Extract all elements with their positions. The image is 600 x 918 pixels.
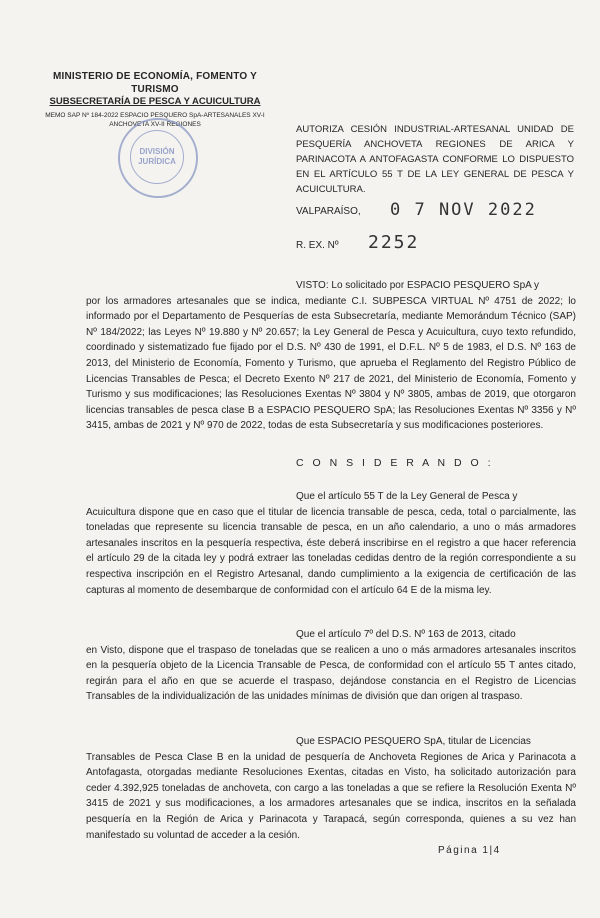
memo-line-1: MEMO SAP Nº 184-2022 ESPACIO PESQUERO SpA-ARTESANALES XV-I: [45, 112, 265, 119]
resolution-number: 2252: [368, 232, 420, 253]
date-place: VALPARAÍSO,: [296, 206, 361, 217]
memo-line-2: ANCHOVETA XV-II REGIONES: [109, 121, 201, 128]
ministry-name: MINISTERIO DE ECONOMÍA, FOMENTO Y TURISMO: [52, 71, 258, 95]
resolution-title: AUTORIZA CESIÓN INDUSTRIAL-ARTESANAL UNIDAD DE PESQUERÍA ANCHOVETA REGIONES DE ARICA Y PARINACOTA A ANTOFAGASTA CONFORME LO DISPUESTO EN EL ARTÍCULO 55 T DE LA LEY GENERAL DE PESCA Y ACUICULTURA.: [296, 124, 574, 195]
paragraph-lead: Que el artículo 55 T de la Ley General de Pesca y: [296, 491, 518, 502]
visto-section: [86, 278, 576, 434]
page-number: Página 1|4: [438, 845, 501, 856]
considerando-paragraph-3: [86, 734, 576, 843]
division-juridica-stamp: [118, 118, 198, 198]
paragraph-lead: Que ESPACIO PESQUERO SpA, titular de Licencias: [296, 736, 531, 747]
resolution-label: R. EX. Nº: [296, 240, 339, 251]
subsecretaria-name: SUBSECRETARÍA DE PESCA Y ACUICULTURA: [49, 96, 261, 107]
stamp-line-2: JURÍDICA: [138, 157, 176, 166]
stamp-line-1: DIVISIÓN: [139, 147, 175, 156]
paragraph-text: Transables de Pesca Clase B en la unidad de pesquería de Anchoveta Regiones de Arica y Parinacota a Antofagasta, otorgadas mediante Resoluciones Exentas, citadas en Visto, ha solicitado autorización para ceder 4.392,925 toneladas de anchoveta, con cargo a las toneladas a que se refiere la Resolución Exenta Nº 3415 de 2021 y sus modificaciones, a los armadores artesanales que se indica, inscritos en la señalada pesquería en la Región de Arica y Parinacota y Tarapacá, según corresponda, quienes a su vez han manifestado su voluntad de acceder a la cesión.: [86, 751, 576, 841]
date-stamp: 0 7 NOV 2022: [390, 200, 537, 220]
paragraph-text: Acuicultura dispone que en caso que el titular de licencia transable de pesca, ceda, total o parcialmente, las toneladas que represente su licencia transable de pesca, en un año calendario, a uno o más armadores artesanales inscritos en la pesquería respectiva, éste deberá inscribirse en el registro a que hacer referencia el artículo 29 de la citada ley y podrá extraer las toneladas cedidas dentro de la región correspondiente a su respectiva inscripción en el Registro Artesanal, dando cumplimiento a la exigencia de certificación de las capturas al momento de desembarque de conformidad con el artículo 64 E de la misma ley.: [86, 506, 576, 596]
paragraph-text: en Visto, dispone que el traspaso de toneladas que se realicen a uno o más armadores artesanales inscritos en la pesquería objeto de la Licencia Transable de Pesca, de conformidad con el artículo 55 T antes citado, regirán para el año en que se acuerde el traspaso, dejándose constancia en el Registro de Licencias Transables de la individualización de las unidades mínimas de división que dan origen al traspaso.: [86, 644, 576, 703]
considerando-paragraph-1: [86, 489, 576, 598]
paragraph-lead: Que el artículo 7º del D.S. Nº 163 de 2013, citado: [296, 629, 516, 640]
considerando-heading: C O N S I D E R A N D O :: [296, 457, 494, 469]
visto-lead: VISTO: Lo solicitado por ESPACIO PESQUERO SpA y: [296, 280, 540, 291]
stamp-center: [130, 130, 184, 184]
visto-text: por los armadores artesanales que se indica, mediante C.I. SUBPESCA VIRTUAL Nº 4751 de 2022; lo informado por el Departamento de Pesquerías de esta Subsecretaría, mediante Memorándum Técnico (SAP) Nº 184/2022; las Leyes Nº 19.880 y Nº 20.657; la Ley General de Pesca y Acuicultura, cuyo texto refundido, coordinado y sistematizado fue fijado por el D.S. Nº 430 de 1991, el D.F.L. Nº 5 de 1983, el D.S. Nº 163 de 2013, del Ministerio de Economía, Fomento y Turismo, que aprueba el Reglamento del Registro Público de Licencias Transables de Pesca; el Decreto Exento Nº 217 de 2021, del Ministerio de Economía, Fomento y Turismo y sus modificaciones; las Resoluciones Exentas Nº 3804 y Nº 3805, ambas de 2019, que otorgaron licencias transables de pesca clase B a ESPACIO PESQUERO SpA; las Resoluciones Exentas Nº 3356 y Nº 3415, ambas de 2021 y Nº 970 de 2022, todas de esta Subsecretaría y sus modificaciones posteriores.: [86, 295, 576, 432]
considerando-paragraph-2: [86, 627, 576, 705]
